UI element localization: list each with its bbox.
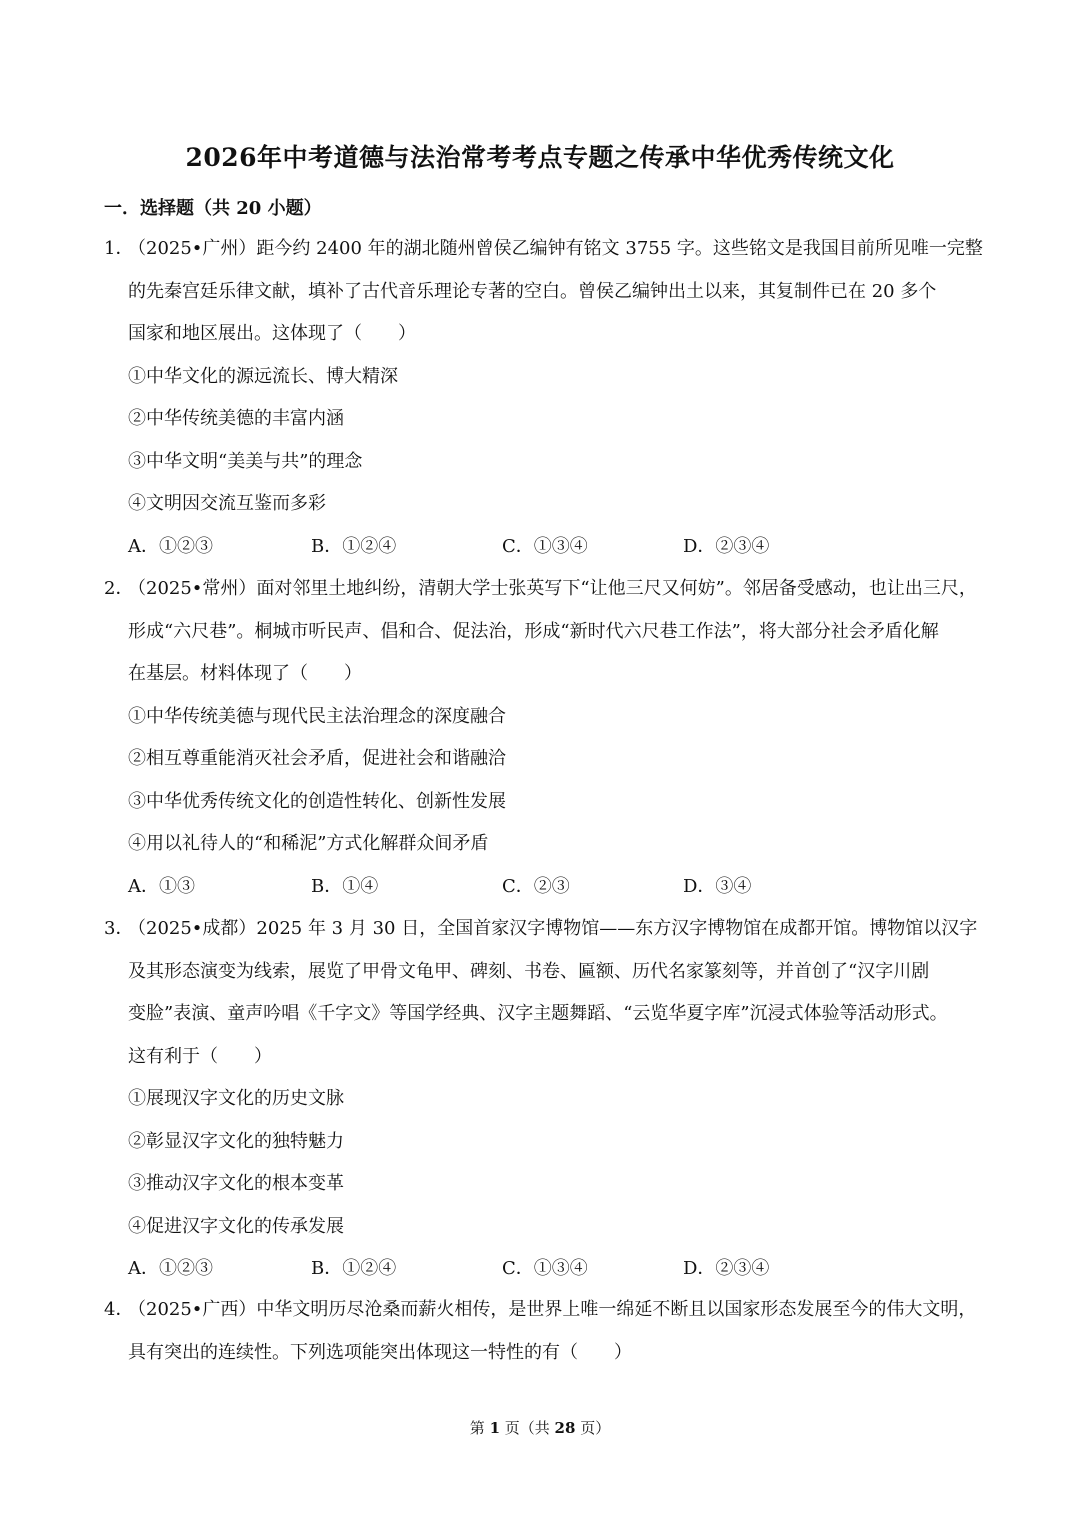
question-stem-line: 变脸”表演、童声吟唱《千字文》等国学经典、汉字主题舞蹈、“云览华夏字库”沉浸式体验等活动形式。 bbox=[128, 1003, 948, 1024]
statement-4: ④文明因交流互鉴而多彩 bbox=[128, 493, 326, 514]
question-2 bbox=[104, 568, 984, 908]
question-stem-line: 国家和地区展出。这体现了（ ） bbox=[128, 323, 416, 344]
statement-2: ②相互尊重能消灭社会矛盾，促进社会和谐融洽 bbox=[128, 748, 506, 769]
statement-4: ④用以礼待人的“和稀泥”方式化解群众间矛盾 bbox=[128, 833, 489, 854]
question-number: 3． bbox=[104, 918, 134, 939]
option-b: B．①②④ bbox=[311, 535, 397, 557]
statement-1: ①中华传统美德与现代民主法治理念的深度融合 bbox=[128, 705, 506, 727]
section-heading: 一．选择题（共 20 小题） bbox=[104, 198, 322, 219]
document-title: 2026年中考道德与法治常考考点专题之传承中华优秀传统文化 bbox=[185, 143, 895, 172]
question-stem-line: 3．（2025•成都）2025 年 3 月 30 日，全国首家汉字博物馆——东方汉字博物馆在成都开馆。博物馆以汉字 bbox=[104, 908, 984, 951]
option-b: B．①④ bbox=[311, 875, 379, 897]
question-number: 4． bbox=[104, 1299, 134, 1320]
answer-options bbox=[104, 1248, 984, 1291]
question-stem-line: 的先秦宫廷乐律文献，填补了古代音乐理论专著的空白。曾侯乙编钟出土以来，其复制件已在 20 多个 bbox=[128, 280, 937, 302]
statement-1: ①中华文化的源远流长、博大精深 bbox=[128, 365, 398, 387]
question-3 bbox=[104, 908, 984, 1291]
option-d: D．②③④ bbox=[683, 535, 770, 557]
total-page-count: 28 bbox=[554, 1419, 576, 1437]
question-stem-line: 形成“六尺巷”。桐城市听民声、倡和合、促法治，形成“新时代六尺巷工作法”，将大部分社会矛盾化解 bbox=[128, 620, 939, 642]
option-c: C．①③④ bbox=[502, 535, 588, 557]
answer-options bbox=[104, 866, 984, 909]
question-stem-line: 2．（2025•常州）面对邻里土地纠纷，清朝大学士张英写下“让他三尺又何妨”。邻居备受感动，也让出三尺， bbox=[104, 568, 984, 611]
question-stem-line: 4．（2025•广西）中华文明历尽沧桑而薪火相传，是世界上唯一绵延不断且以国家形态发展至今的伟大文明， bbox=[104, 1289, 984, 1332]
page-footer: 第 1 页（共 28 页） bbox=[469, 1419, 611, 1437]
statement-4: ④促进汉字文化的传承发展 bbox=[128, 1215, 344, 1237]
option-b: B．①②④ bbox=[311, 1258, 397, 1279]
question-4 bbox=[104, 1289, 984, 1374]
question-stem-line: 具有突出的连续性。下列选项能突出体现这一特性的有（ ） bbox=[128, 1341, 632, 1363]
option-a: A．①②③ bbox=[128, 1258, 213, 1279]
option-a: A．①③ bbox=[128, 875, 195, 897]
statement-3: ③中华文明“美美与共”的理念 bbox=[128, 450, 363, 472]
statement-1: ①展现汉字文化的历史文脉 bbox=[128, 1088, 344, 1109]
question-stem-line: 这有利于（ ） bbox=[128, 1045, 272, 1067]
statement-2: ②彰显汉字文化的独特魅力 bbox=[128, 1130, 344, 1152]
answer-options bbox=[104, 526, 984, 569]
question-stem-line: 在基层。材料体现了（ ） bbox=[128, 663, 362, 684]
option-c: C．②③ bbox=[502, 875, 570, 897]
question-stem-line: 1．（2025•广州）距今约 2400 年的湖北随州曾侯乙编钟有铭文 3755 字。这些铭文是我国目前所见唯一完整 bbox=[104, 228, 984, 271]
statement-2: ②中华传统美德的丰富内涵 bbox=[128, 408, 344, 429]
question-number: 2． bbox=[104, 578, 134, 599]
question-number: 1． bbox=[104, 238, 134, 259]
question-stem-line: 及其形态演变为线索，展览了甲骨文龟甲、碑刻、书卷、匾额、历代名家篆刻等，并首创了“汉字川剧 bbox=[128, 960, 930, 982]
option-a: A．①②③ bbox=[128, 535, 213, 557]
statement-3: ③推动汉字文化的根本变革 bbox=[128, 1173, 344, 1194]
statement-3: ③中华优秀传统文化的创造性转化、创新性发展 bbox=[128, 790, 506, 812]
option-c: C．①③④ bbox=[502, 1258, 588, 1279]
option-d: D．③④ bbox=[683, 875, 752, 897]
option-d: D．②③④ bbox=[683, 1258, 770, 1279]
current-page-number: 1 bbox=[489, 1419, 500, 1437]
question-1 bbox=[104, 228, 984, 568]
